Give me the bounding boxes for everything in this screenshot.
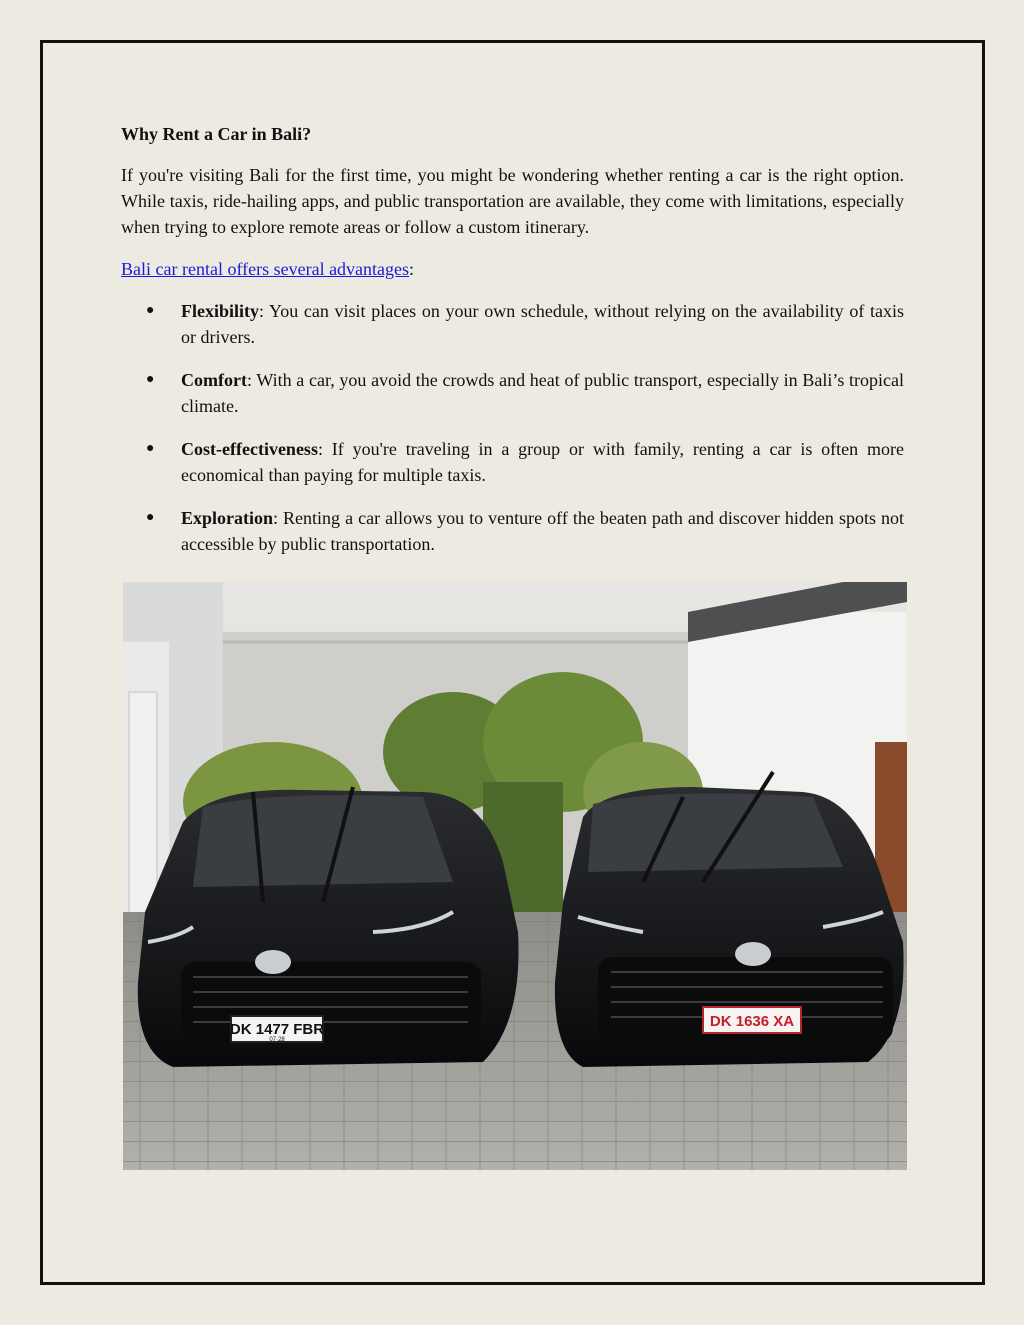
advantages-link[interactable]: Bali car rental offers several advantages [121,259,410,279]
intro-paragraph: If you're visiting Bali for the first time, you might be wondering whether renting a car is the right option. While taxis, ride-hailing apps, and public transportation are available, they come with limitations, especially when trying to explore remote areas or follow a custom itinerary. [121,165,904,237]
left-car [138,787,519,1067]
bullet-icon: ● [146,510,155,525]
list-item-flexibility [146,298,904,350]
left-plate-sub: 07·28 [269,1037,285,1043]
bullet-icon: ● [146,303,155,318]
list-text: : Renting a car allows you to venture off the beaten path and discover hidden spots not accessible by public transportation. [181,508,904,554]
list-item-exploration [146,505,904,557]
list-term: Flexibility [181,301,259,321]
page-frame [40,40,985,1285]
bullet-icon: ● [146,372,155,387]
bullet-icon: ● [146,441,155,456]
cars-photo [123,582,907,1170]
list-item-cost-effectiveness [146,436,904,488]
list-item-comfort [146,367,904,419]
list-text: : You can visit places on your own schedule, without relying on the availability of taxis or drivers. [181,301,904,347]
advantages-list [121,298,904,557]
section-heading: Why Rent a Car in Bali? [121,124,312,144]
article-content [121,122,904,574]
list-term: Cost-effectiveness [181,439,318,459]
left-plate-text: DK 1477 FBR [229,1021,325,1038]
advantages-suffix: : [409,259,415,279]
list-text: : If you're traveling in a group or with family, renting a car is often more economical than paying for multiple taxis. [181,439,904,485]
list-term: Exploration [181,508,274,528]
list-term: Comfort [181,370,247,390]
right-plate-text: DK 1636 XA [709,1013,795,1030]
advantages-line [121,256,904,282]
cars-illustration [123,582,907,1170]
list-text: : With a car, you avoid the crowds and heat of public transport, especially in Bali’s tropical climate. [181,370,904,416]
